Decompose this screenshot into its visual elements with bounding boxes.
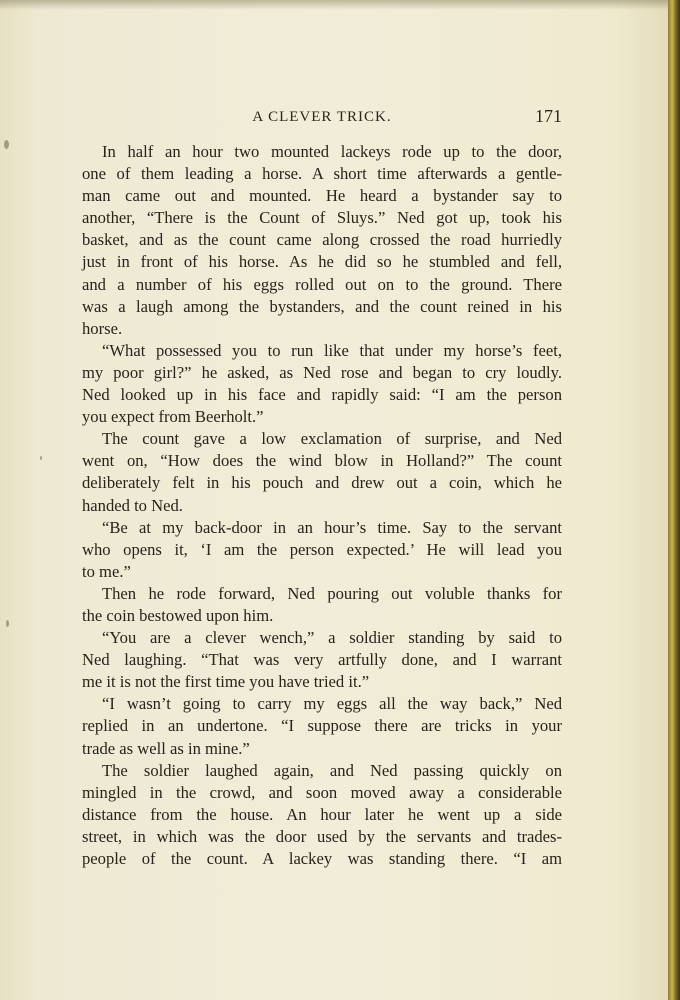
running-head <box>82 106 562 130</box>
text-line: The count gave a low exclamation of surprise, and Ned <box>102 429 562 449</box>
text-line: “I wasn’t going to carry my eggs all the way back,” Ned <box>102 694 562 714</box>
text-line: trade as well as in mine.” <box>82 738 250 758</box>
text-line: another, “There is the Count of Sluys.” Ned got up, took his <box>82 208 562 228</box>
text-line: one of them leading a horse. A short time afterwards a gentle- <box>82 164 562 184</box>
text-line: horse. <box>82 318 123 338</box>
text-line: people of the count. A lackey was standing there. “I am <box>82 849 562 868</box>
text-line: the coin bestowed upon him. <box>82 605 274 625</box>
text-line: went on, “How does the wind blow in Holland?” The count <box>82 451 562 471</box>
paper-speck <box>6 620 9 627</box>
text-line: deliberately felt in his pouch and drew out a coin, which he <box>82 473 562 493</box>
text-line: replied in an undertone. “I suppose there are tricks in your <box>82 716 562 736</box>
text-line: me it is not the first time you have tried it.” <box>82 672 370 692</box>
text-line: basket, and as the count came along crossed the road hurriedly <box>82 230 562 250</box>
text-line: In half an hour two mounted lackeys rode up to the door, <box>102 142 562 161</box>
text-line: Ned laughing. “That was very artfully done, and I warrant <box>82 650 562 670</box>
text-line: “What possessed you to run like that under my horse’s feet, <box>102 340 562 360</box>
text-line: man came out and mounted. He heard a bystander say to <box>82 186 562 206</box>
paper-speck <box>4 140 9 149</box>
text-line: mingled in the crowd, and soon moved away a considerable <box>82 782 562 802</box>
text-line: just in front of his horse. As he did so he stumbled and fell, <box>82 252 562 272</box>
body-text <box>82 141 562 870</box>
page-edge-binding <box>668 0 680 1000</box>
text-line: Ned looked up in his face and rapidly said: “I am the person <box>82 385 562 405</box>
text-line: to me.” <box>82 561 131 581</box>
text-line: was a laugh among the bystanders, and the count reined in his <box>82 296 562 316</box>
running-title: A CLEVER TRICK. <box>252 109 392 125</box>
text-line: handed to Ned. <box>82 495 183 515</box>
text-line: distance from the house. An hour later he went up a side <box>82 804 562 824</box>
page-top-shadow <box>0 0 668 10</box>
text-line: who opens it, ‘I am the person expected.’ He will lead you <box>82 539 562 559</box>
text-line: Then he rode forward, Ned pouring out voluble thanks for <box>102 583 562 603</box>
text-line: “Be at my back-door in an hour’s time. Say to the servant <box>102 517 562 537</box>
page-number: 171 <box>535 106 562 126</box>
text-line: you expect from Beerholt.” <box>82 407 264 427</box>
text-line: The soldier laughed again, and Ned passing quickly on <box>102 760 562 780</box>
text-line: and a number of his eggs rolled out on to the ground. There <box>82 274 562 294</box>
text-line: my poor girl?” he asked, as Ned rose and began to cry loudly. <box>82 362 562 382</box>
text-line: “You are a clever wench,” a soldier standing by said to <box>102 628 562 648</box>
text-line: street, in which was the door used by the servants and trades- <box>82 826 562 846</box>
paper-speck <box>40 456 42 460</box>
